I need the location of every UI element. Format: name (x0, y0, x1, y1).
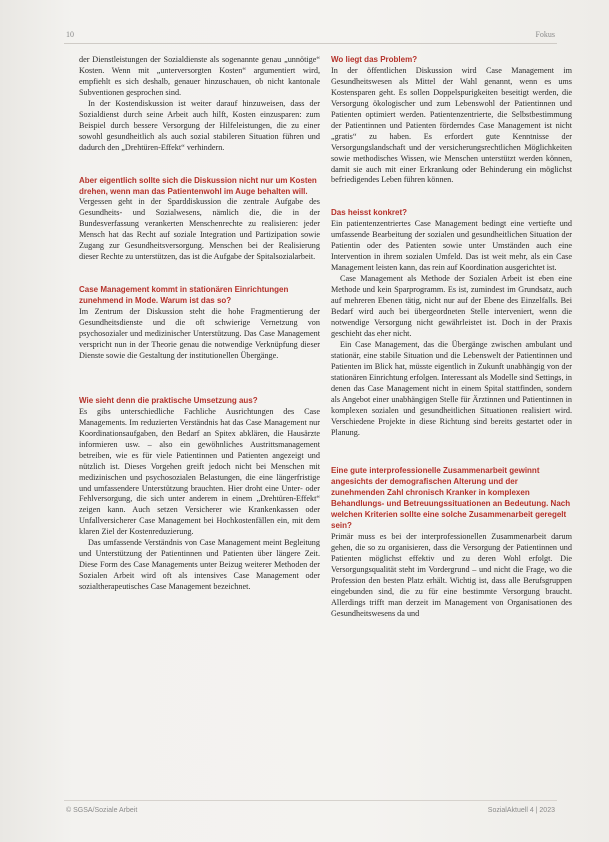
left-column (79, 55, 320, 593)
paragraph: Im Zentrum der Diskussion steht die hohe Fragmentierung der Gesundheitsdienste und die oft schwierige Vernetzung von psychosozialer und medizinischer Unterstützung. Das Case Management verspricht nun in der Theorie genau die notwendige Verknüpfung dieser Dienste sowie die Gestaltung der institutionellen Übergänge. (79, 307, 320, 360)
paragraph: Ein patientenzentriertes Case Management bedingt eine vertiefte und umfassende Bearbeitung der sozialen und gesundheitlichen Situation der Patientin oder des Patienten sowie unter Umständen auch eine Intervention in ihrem sozialen Umfeld. Das ist weit mehr, als ein Case Management leisten kann, das rein auf Koordination ausgerichtet ist. (331, 219, 572, 273)
paragraph: der Dienstleistungen der Sozialdienste als sogenannte genau „unnötige“ Kosten. Wenn mit „unterversorgten Kosten“ argumentiert wird, empfiehlt es sich deshalb, genauer hinzuschauen, ob nicht kantonale Subventionen gesprochen sind. (79, 55, 320, 97)
footer-issue: SozialAktuell 4 | 2023 (487, 807, 555, 814)
paragraph: In der öffentlichen Diskussion wird Case Management im Gesundheitswesen als Mittel der Wahl genannt, wenn es ums Kostensparen geht. Es sollen Doppelspurigkeiten beseitigt werden, die Versorgung ökologischer und zum Lebenswohl der Patientinnen und Patienten optimiert werden. Patientenzentrierte, die Selbstbestimmung der Patientinnen und Patienten förderndes Case Management ist nicht „gratis“ zu haben. Es erfordert gute Kenntnisse der Versorgungslandschaft und der versicherungsrechtlichen Möglichkeiten sowie methodisches Wissen, wie Menschen unterstützt werden können, damit sie auch mit einer Erkrankung oder Behinderung ein möglichst befriedigendes Leben führen können. (331, 65, 572, 185)
interview-question: Aber eigentlich sollte sich die Diskussion nicht nur um Kosten drehen, wenn man das Patientenwohl im Auge behalten will. (79, 175, 317, 196)
interview-question: Wie sieht denn die praktische Umsetzung aus? (79, 395, 258, 405)
paragraph: In der Kostendiskussion ist weiter darauf hinzuweisen, dass der Sozialdienst durch seine Arbeit auch hilft, Kosten einzusparen: zum Beispiel durch bessere Versorgung der Hilfeleistungen, die zu einer sowohl gesundheitlich als auch sozial stabileren Situation führen und dadurch den „Drehtüren-Effekt“ verhindern. (79, 98, 320, 152)
paragraph: Case Management als Methode der Sozialen Arbeit ist eben eine Methode und kein Sparprogramm. Es ist, zumindest im Grundsatz, auch auf mehreren Ebenen tätig, nicht nur auf der Ebene des Einzelfalls. Bei Bedarf wird auch bei übergeordneten Stelle interveniert, wenn die notwendige Versorgung nicht gewährleistet ist. Doch in der Praxis geschieht das eher nicht. (331, 274, 572, 338)
paragraph: Das umfassende Verständnis von Case Management meint Begleitung und Unterstützung der Patientinnen und Patienten über längere Zeit. Diese Form des Case Managements unter Beizug weiterer Methoden der Sozialen Arbeit wird oft als intensives Case Management oder sozialtherapeutisches Case Management bezeichnet. (79, 538, 320, 592)
interview-question: Wo liegt das Problem? (331, 55, 418, 64)
interview-question: Case Management kommt in stationären Einrichtungen zunehmend in Mode. Warum ist das so? (79, 285, 289, 306)
section-label: Fokus (535, 30, 555, 39)
interview-question: Das heisst konkret? (331, 208, 408, 218)
header-rule (64, 43, 557, 44)
interview-question: Eine gute interprofessionelle Zusammenarbeit gewinnt angesichts der demografischen Alterung und der zunehmenden Zahl chronisch Kranker in komplexen Behandlungs- und Betreuungssituationen an Bedeutung. Nach welchen Kriterien sollte eine solche Zusammenarbeit geregelt sein? (331, 466, 571, 531)
paragraph: Es gibs unterschiedliche Fachliche Ausrichtungen des Case Managements. Im reduzierten Verständnis hat das Case Management nur Koordinationsaufgaben, den Bedarf an Spitex abklären, die Hausärzte informieren usw. – also ein gewöhnliches Austrittsmanagement betreiben, wie es für viele Patientinnen und Patienten angezeigt und nützlich ist. Dieses Vorgehen greift jedoch nicht bei Menschen mit medizinischen und psychosozialen Belastungen, die eine längerfristige und umfassendere Unterstützung brauchten. Hier droht eine Unter- oder Fehlversorgung, die sich unter anderem in einem „Drehtüren-Effekt“ zeigen kann. Auch setzen Versicherer wie Krankenkassen oder Unfallversicherer Case Management bei Hochkostenfällen ein, mit dem klaren Ziel der Kostenreduzierung. (79, 406, 320, 537)
paragraph: Primär muss es bei der interprofessionellen Zusammenarbeit darum gehen, die so zu organisieren, dass die Versorgung der Patientinnen und Patienten möglichst effektiv und zu deren Wohl erfolgt. Die Versorgungsqualität steht im Vordergrund – und nicht die Frage, wo die Profession den besten Platz erhält. Wichtig ist, dass alle Berufsgruppen eingebunden sind, die zu für eine bestimmte Versorgung braucht. Allerdings trifft man derzeit im Management von Organisationen des Gesundheitswesens da und (331, 532, 572, 618)
footer-rule (64, 800, 557, 801)
page-number: 10 (66, 30, 74, 39)
paragraph: Ein Case Management, das die Übergänge zwischen ambulant und stationär, eine stabile Situation und die Lebenswelt der Patientinnen und Patienten im Blick hat, müsste eigentlich in Zukunft unabhängig von der stationären Einrichtung erfolgen. Interessant als Modelle sind Settings, in denen das Case Management nicht in einem Spital stattfinden, sondern als Angebot einer unabhängigen Stelle für Ärztinnen und Patientinnen in komplexen sozialen und gesundheitlichen Situationen realisiert wird. Verschiedene Projekte in diese Richtung sind bereits gestartet oder in Planung. (331, 339, 572, 437)
footer-copyright: © SGSA/Soziale Arbeit (66, 807, 138, 814)
paragraph: Vergessen geht in der Sparddiskussion die zentrale Aufgabe des Gesundheits- und Sozialwesens, nämlich die, die in der Bundesverfassung verankerten Menschenrechte zu realisieren: jeder Mensch hat das Recht auf soziale Integration und Partizipation sowie Zugang zur Gesundheitsversorgung. Menschen bei der Realisierung dieser Rechte zu unterstützen, das ist die Aufgabe der Spitalsozialarbeit. (79, 197, 320, 262)
right-column (331, 55, 572, 620)
